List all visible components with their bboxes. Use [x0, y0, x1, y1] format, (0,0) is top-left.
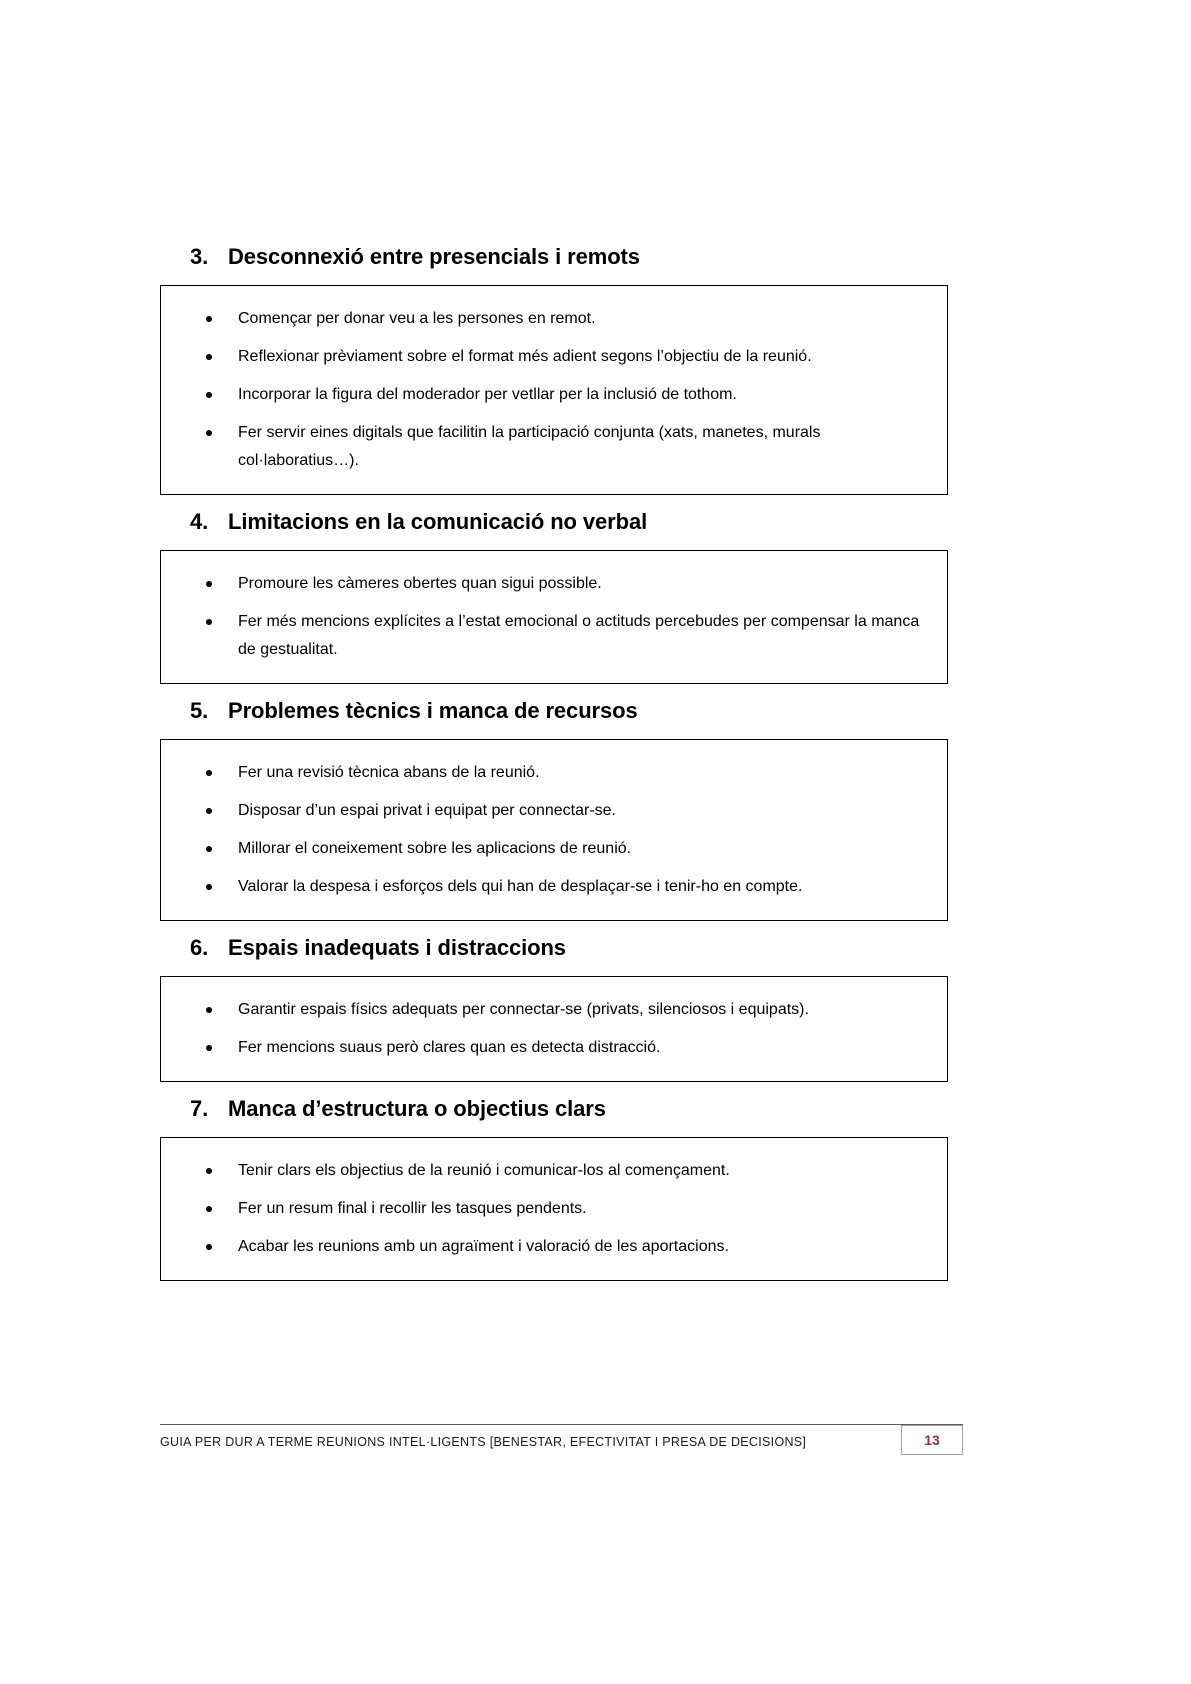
bullet-text: Millorar el coneixement sobre les aplicacions de reunió.: [238, 840, 632, 857]
bullet-icon: [206, 770, 212, 776]
bullet-icon: [206, 1244, 212, 1250]
bullet-item: [206, 873, 922, 901]
section-4: [160, 508, 948, 684]
bullet-box: [160, 285, 948, 495]
section-title: Manca d’estructura o objectius clars: [228, 1096, 606, 1121]
bullet-item: [206, 1034, 922, 1062]
bullet-item: [206, 1195, 922, 1223]
bullet-text: Fer una revisió tècnica abans de la reunió.: [238, 764, 540, 781]
bullet-box: [160, 550, 948, 684]
bullet-box: [160, 1137, 948, 1281]
bullet-text: Valorar la despesa i esforços dels qui han de desplaçar-se i tenir-ho en compte.: [238, 878, 803, 895]
section-title: Desconnexió entre presencials i remots: [228, 244, 640, 269]
section-heading: [190, 934, 948, 962]
bullet-box: [160, 976, 948, 1082]
bullet-text: Promoure les càmeres obertes quan sigui possible.: [238, 575, 602, 592]
section-title: Espais inadequats i distraccions: [228, 935, 566, 960]
bullet-icon: [206, 354, 212, 360]
section-number: 6.: [190, 935, 209, 960]
bullet-item: [206, 797, 922, 825]
section-title: Problemes tècnics i manca de recursos: [228, 698, 638, 723]
bullet-icon: [206, 884, 212, 890]
bullet-text: Reflexionar prèviament sobre el format més adient segons l’objectiu de la reunió.: [238, 348, 812, 365]
bullet-list: [206, 1157, 922, 1261]
bullet-icon: [206, 1206, 212, 1212]
bullet-item: [206, 343, 922, 371]
document-content: [160, 0, 948, 1281]
section-title: Limitacions en la comunicació no verbal: [228, 509, 648, 534]
bullet-item: [206, 1157, 922, 1185]
section-7: [160, 1095, 948, 1281]
section-number: 4.: [190, 509, 209, 534]
bullet-text: Disposar d’un espai privat i equipat per connectar-se.: [238, 802, 616, 819]
bullet-text: Incorporar la figura del moderador per vetllar per la inclusió de tothom.: [238, 386, 737, 403]
section-number: 5.: [190, 698, 209, 723]
bullet-item: [206, 608, 922, 664]
bullet-item: [206, 759, 922, 787]
bullet-item: [206, 570, 922, 598]
bullet-text: Garantir espais físics adequats per connectar-se (privats, silenciosos i equipats).: [238, 1001, 809, 1018]
bullet-item: [206, 305, 922, 333]
section-heading: [190, 1095, 948, 1123]
bullet-icon: [206, 430, 212, 436]
bullet-icon: [206, 316, 212, 322]
bullet-icon: [206, 619, 212, 625]
section-heading: [190, 508, 948, 536]
bullet-item: [206, 835, 922, 863]
bullet-item: [206, 381, 922, 409]
section-number: 3.: [190, 244, 209, 269]
bullet-list: [206, 305, 922, 475]
bullet-icon: [206, 808, 212, 814]
bullet-icon: [206, 1168, 212, 1174]
bullet-text: Començar per donar veu a les persones en remot.: [238, 310, 596, 327]
section-number: 7.: [190, 1096, 209, 1121]
bullet-item: [206, 419, 922, 475]
bullet-text: Fer mencions suaus però clares quan es detecta distracció.: [238, 1039, 661, 1056]
section-5: [160, 697, 948, 921]
section-heading: [190, 243, 948, 271]
footer-title: GUIA PER DUR A TERME REUNIONS INTEL·LIGENTS [BENESTAR, EFECTIVITAT I PRESA DE DECISIONS]: [160, 1435, 807, 1449]
bullet-text: Fer servir eines digitals que facilitin la participació conjunta (xats, manetes, murals col·laboratius…).: [238, 424, 821, 469]
section-heading: [190, 697, 948, 725]
bullet-text: Acabar les reunions amb un agraïment i valoració de les aportacions.: [238, 1238, 729, 1255]
bullet-item: [206, 1233, 922, 1261]
bullet-icon: [206, 1045, 212, 1051]
page-number-badge: 13: [901, 1425, 963, 1455]
bullet-icon: [206, 581, 212, 587]
section-3: [160, 243, 948, 495]
bullet-list: [206, 759, 922, 901]
bullet-box: [160, 739, 948, 921]
bullet-icon: [206, 392, 212, 398]
bullet-list: [206, 996, 922, 1062]
bullet-text: Fer més mencions explícites a l’estat emocional o actituds percebudes per compensar la manca de gestualitat.: [238, 613, 920, 658]
bullet-text: Fer un resum final i recollir les tasques pendents.: [238, 1200, 587, 1217]
bullet-text: Tenir clars els objectius de la reunió i comunicar-los al començament.: [238, 1162, 730, 1179]
section-6: [160, 934, 948, 1082]
bullet-item: [206, 996, 922, 1024]
page-footer: [160, 1424, 963, 1455]
bullet-list: [206, 570, 922, 664]
bullet-icon: [206, 1007, 212, 1013]
bullet-icon: [206, 846, 212, 852]
